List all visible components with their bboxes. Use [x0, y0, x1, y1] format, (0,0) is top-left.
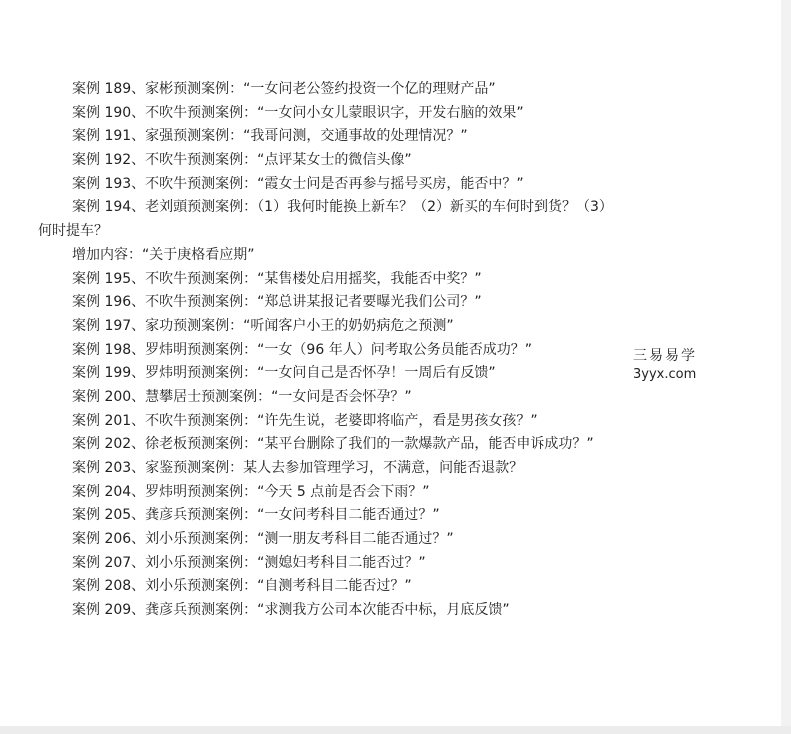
text-line: 案例 208、刘小乐预测案例：“自测考科目二能否过？” [72, 578, 412, 595]
text-line: 案例 197、家功预测案例：“听闻客户小王的奶奶病危之预测” [72, 317, 454, 334]
watermark [633, 346, 713, 384]
watermark-chinese: 三易易学 [633, 348, 697, 364]
page-right-edge [781, 0, 791, 734]
text-line: 案例 201、不吹牛预测案例：“许先生说，老婆即将临产，看是男孩女孩？” [72, 412, 538, 429]
text-line-continuation: 何时提车？ [38, 223, 108, 240]
page-bottom-edge [0, 726, 791, 734]
text-line: 案例 191、家强预测案例：“我哥问测，交通事故的处理情况？” [72, 128, 468, 145]
text-line: 案例 204、罗炜明预测案例：“今天 5 点前是否会下雨？” [72, 483, 430, 500]
text-line: 案例 207、刘小乐预测案例：“测媳妇考科目二能否过？” [72, 554, 426, 571]
text-line: 案例 205、龚彦兵预测案例：“一女问考科目二能否通过？” [72, 507, 440, 524]
text-line: 案例 196、不吹牛预测案例：“郑总讲某报记者要曝光我们公司？” [72, 294, 482, 311]
text-line: 案例 206、刘小乐预测案例：“测一朋友考科目二能否通过？” [72, 531, 454, 548]
text-line: 案例 190、不吹牛预测案例：“一女问小女儿蒙眼识字，开发右脑的效果” [72, 104, 524, 121]
text-line: 案例 193、不吹牛预测案例：“霞女士问是否再参与摇号买房，能否中？” [72, 175, 524, 192]
text-line: 案例 203、家鉴预测案例：某人去参加管理学习，不满意，问能否退款？ [72, 460, 524, 476]
text-line: 案例 200、慧攀居士预测案例：“一女问是否会怀孕？” [72, 388, 412, 405]
text-line: 案例 192、不吹牛预测案例：“点评某女士的微信头像” [72, 152, 412, 169]
text-line: 增加内容：“关于庚格看应期” [72, 246, 255, 263]
text-line: 案例 198、罗炜明预测案例：“一女（96 年人）问考取公务员能否成功？” [72, 341, 532, 358]
text-line: 案例 194、老刘頭预测案例：（1）我何时能换上新车？（2）新买的车何时到货？（3） [72, 199, 613, 216]
text-line: 案例 202、徐老板预测案例：“某平台删除了我们的一款爆款产品，能否申诉成功？” [72, 436, 594, 453]
text-line: 案例 195、不吹牛预测案例：“某售楼处启用摇奖，我能否中奖？” [72, 270, 482, 287]
text-line: 案例 189、家彬预测案例：“一女问老公签约投资一个亿的理财产品” [72, 81, 496, 97]
text-line: 案例 199、罗炜明预测案例：“一女问自己是否怀孕！一周后有反馈” [72, 365, 496, 382]
watermark-url: 3yyx.com [633, 367, 697, 382]
text-line: 案例 209、龚彦兵预测案例：“求测我方公司本次能否中标，月底反馈” [72, 602, 510, 619]
